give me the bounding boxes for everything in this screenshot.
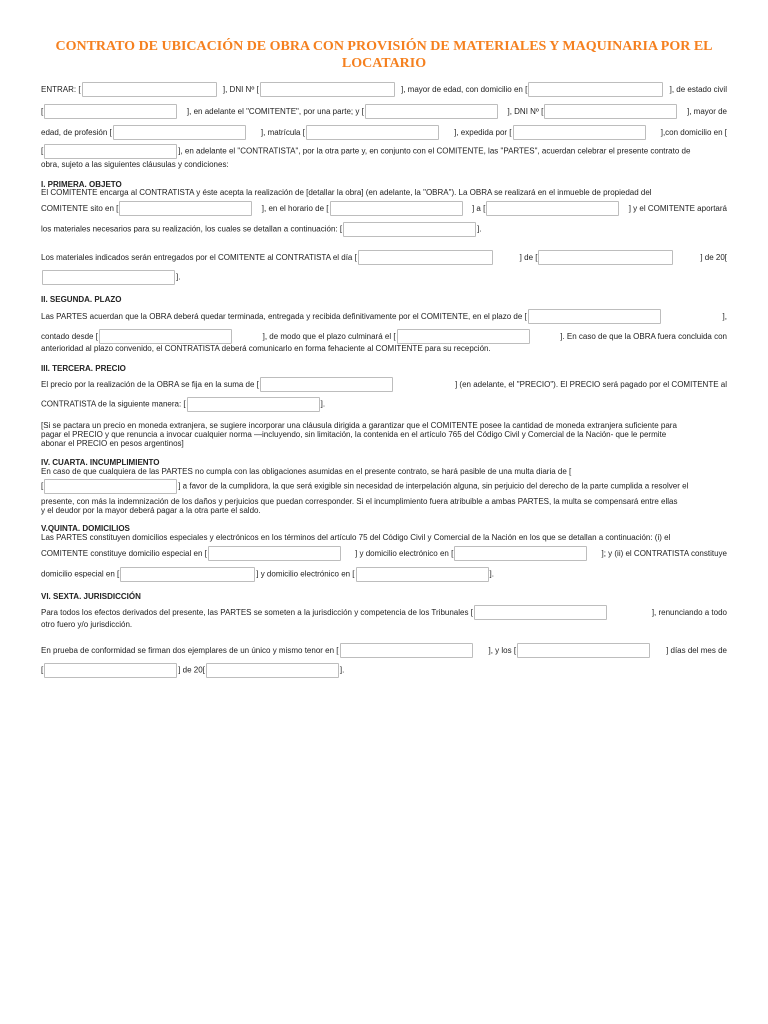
section-heading-objeto: I. PRIMERA. OBJETO: [41, 180, 122, 189]
jurisdiccion-line-1: [41, 605, 727, 620]
text: ].: [320, 399, 326, 409]
price-amount-field[interactable]: [260, 377, 393, 392]
plazo-line-3: anterioridad al plazo convenido, el CONTRATISTA deberá comunicarlo en forma fehaciente al COMITENTE para su recepción.: [41, 344, 491, 353]
section-heading-incumplimiento: IV. CUARTA. INCUMPLIMIENTO: [41, 458, 160, 467]
text: ], de estado civil: [669, 84, 727, 94]
text: ], expedida por [: [454, 127, 512, 137]
precio-line-1: [41, 377, 727, 392]
text: En prueba de conformidad se firman dos ejemplares de un único y mismo tenor en [: [41, 645, 339, 655]
text: En caso de que cualquiera de las PARTES no cumpla con las obligaciones asumidas en el presente contrato, se hará pasible de una multa diaria de [: [41, 467, 572, 476]
text: Para todos los efectos derivados del presente, las PARTES se someten a la jurisdicción y competencia de los Tribunales [: [41, 607, 473, 617]
tribunals-field[interactable]: [474, 605, 607, 620]
term-end-field[interactable]: [397, 329, 530, 344]
comitente-email-field[interactable]: [454, 546, 587, 561]
incumplimiento-line-4: y el deudor por la mayor deberá pagar a la otra parte el saldo.: [41, 506, 261, 515]
contratista-name-field[interactable]: [365, 104, 498, 119]
text: los materiales necesarios para su realización, los cuales se detallan a continuación: [: [41, 224, 343, 234]
comitente-address-field[interactable]: [528, 82, 663, 97]
text: ] y el COMITENTE aportará: [628, 203, 727, 213]
contratista-address-field[interactable]: [44, 144, 177, 159]
comitente-dni-field[interactable]: [260, 82, 395, 97]
objeto-line-3: [41, 222, 727, 237]
text: ], matrícula [: [260, 127, 305, 137]
preamble-line-5: obra, sujeto a las siguientes cláusulas y condiciones:: [41, 160, 229, 169]
delivery-day-field[interactable]: [358, 250, 493, 265]
signing-day-field[interactable]: [517, 643, 650, 658]
text: ], DNI Nº [: [507, 106, 544, 116]
section-heading-domicilios: V.QUINTA. DOMICILIOS: [41, 524, 130, 533]
domicilios-line-3: [41, 567, 727, 582]
precio-note-line-2: pagar el PRECIO y que renuncia a invocar cualquier norma —incluyendo, sin limitación, la contenida en el artículo 765 del Código Civil y Comercial de la Nación- que le permite: [41, 430, 667, 439]
term-field[interactable]: [528, 309, 661, 324]
text: ] (en adelante, el "PRECIO"). El PRECIO será pagado por el COMITENTE al: [454, 379, 727, 389]
contratista-dni-field[interactable]: [544, 104, 677, 119]
text: [: [41, 106, 44, 116]
objeto-line-4: [41, 250, 727, 265]
text: ].: [176, 272, 181, 282]
schedule-to-field[interactable]: [486, 201, 619, 216]
signing-place-field[interactable]: [340, 643, 473, 658]
precio-note-line-1: [Si se pactara un precio en moneda extranjera, se sugiere incorporar una cláusula dirigida a garantizar que el COMITENTE posee la cantidad de moneda extranjera suficiente para: [41, 421, 677, 430]
page-title: CONTRATO DE UBICACIÓN DE OBRA CON PROVISIÓN DE MATERIALES Y MAQUINARIA POR EL LOCATARIO: [55, 39, 713, 71]
text: ], de modo que el plazo culminará el [: [262, 331, 396, 341]
text: ] y domicilio electrónico en [: [256, 569, 355, 579]
text: CONTRATISTA de la siguiente manera: [: [41, 399, 186, 409]
text: ], en el horario de [: [261, 203, 329, 213]
contratista-profession-field[interactable]: [113, 125, 246, 140]
objeto-line-1: El COMITENTE encarga al CONTRATISTA y éste acepta la realización de [detallar la obra] (en adelante, la "OBRA"). La OBRA se realizará en el inmueble de propiedad del: [41, 188, 652, 197]
daily-fine-field[interactable]: [44, 479, 177, 494]
text: Los materiales indicados serán entregados por el COMITENTE al CONTRATISTA el día [: [41, 252, 357, 262]
text: ], en adelante el "CONTRATISTA", por la otra parte y, en conjunto con el COMITENTE, las "PARTES", acuerdan celebrar el presente contrato de: [178, 146, 691, 156]
text: edad, de profesión [: [41, 127, 112, 137]
payment-method-field[interactable]: [187, 397, 320, 412]
schedule-from-field[interactable]: [330, 201, 463, 216]
text: ],con domicilio en [: [660, 127, 727, 137]
text: ],: [722, 311, 727, 321]
text: ] a favor de la cumplidora, la que será exigible sin necesidad de interpelación alguna, sin perjuicio del derecho de la parte cumplida a resolver el: [178, 481, 689, 491]
text: ] de 20[: [700, 252, 727, 262]
incumplimiento-line-3: presente, con más la indemnización de los daños y perjuicios que puedan corresponder. Si el incumplimiento fuera atribuible a ambas PARTES, la multa se compensará entre ellas: [41, 497, 678, 506]
text: ]; y (ii) el CONTRATISTA constituye: [601, 548, 727, 558]
signature-line-2: [41, 663, 727, 678]
text: [: [41, 665, 44, 675]
text: ], y los [: [488, 645, 517, 655]
text: ENTRAR: [: [41, 84, 81, 94]
text: [: [41, 146, 44, 156]
domicilios-line-2: [41, 546, 727, 561]
text: ].: [339, 665, 345, 675]
precio-note-line-3: abonar el PRECIO en pesos argentinos]: [41, 439, 184, 448]
text: Las PARTES acuerdan que la OBRA deberá quedar terminada, entregada y recibida definitivamente por el COMITENTE, en el plazo de [: [41, 311, 527, 321]
text: ] de [: [519, 252, 538, 262]
text: COMITENTE sito en [: [41, 203, 119, 213]
objeto-line-2: [41, 201, 727, 216]
text: ] días del mes de: [666, 645, 727, 655]
incumplimiento-line-1: [41, 467, 727, 477]
domicilios-line-1: Las PARTES constituyen domicilios especiales y electrónicos en los términos del artículo 75 del Código Civil y Comercial de la Nación en los que se detallan a continuación: (i) el: [41, 533, 671, 542]
text: ], en adelante el "COMITENTE", por una parte; y [: [186, 106, 364, 116]
text: ] a [: [471, 203, 486, 213]
text: ].: [489, 569, 494, 579]
preamble-line-2: [41, 104, 727, 119]
text: domicilio especial en [: [41, 569, 120, 579]
text: [: [41, 481, 44, 491]
section-heading-precio: III. TERCERA. PRECIO: [41, 364, 126, 373]
preamble-line-1: [41, 82, 727, 97]
incumplimiento-line-2: [41, 479, 727, 494]
signing-month-field[interactable]: [44, 663, 177, 678]
delivery-month-field[interactable]: [538, 250, 673, 265]
license-issuer-field[interactable]: [513, 125, 646, 140]
materials-field[interactable]: [343, 222, 476, 237]
term-start-field[interactable]: [99, 329, 232, 344]
text: ], mayor de edad, con domicilio en [: [401, 84, 528, 94]
jurisdiccion-line-2: otro fuero y/o jurisdicción.: [41, 620, 133, 629]
signature-line-1: [41, 643, 727, 658]
contratista-email-field[interactable]: [356, 567, 489, 582]
text: contado desde [: [41, 331, 98, 341]
text: ], mayor de: [686, 106, 727, 116]
plazo-line-2: [41, 329, 727, 344]
text: ], DNI Nº [: [222, 84, 259, 94]
preamble-line-3: [41, 125, 727, 140]
section-heading-plazo: II. SEGUNDA. PLAZO: [41, 295, 122, 304]
text: COMITENTE constituye domicilio especial en [: [41, 548, 207, 558]
objeto-line-5: [41, 270, 727, 285]
text: ]. En caso de que la OBRA fuera concluida con: [560, 331, 727, 341]
text: ].: [477, 224, 482, 234]
contratista-license-field[interactable]: [306, 125, 439, 140]
text: ], renunciando a todo: [651, 607, 727, 617]
comitente-special-address-field[interactable]: [208, 546, 341, 561]
text: ] y domicilio electrónico en [: [355, 548, 454, 558]
preamble-line-4: [41, 144, 727, 159]
delivery-year-field[interactable]: [42, 270, 175, 285]
contratista-special-address-field[interactable]: [120, 567, 255, 582]
section-heading-jurisdiccion: VI. SEXTA. JURISDICCIÓN: [41, 592, 141, 601]
text: ] de 20[: [178, 665, 205, 675]
comitente-name-field[interactable]: [82, 82, 217, 97]
comitente-civil-status-field[interactable]: [44, 104, 177, 119]
precio-line-2: [41, 397, 727, 412]
text: El precio por la realización de la OBRA se fija en la suma de [: [41, 379, 259, 389]
plazo-line-1: [41, 309, 727, 324]
property-address-field[interactable]: [119, 201, 252, 216]
signing-year-field[interactable]: [206, 663, 339, 678]
